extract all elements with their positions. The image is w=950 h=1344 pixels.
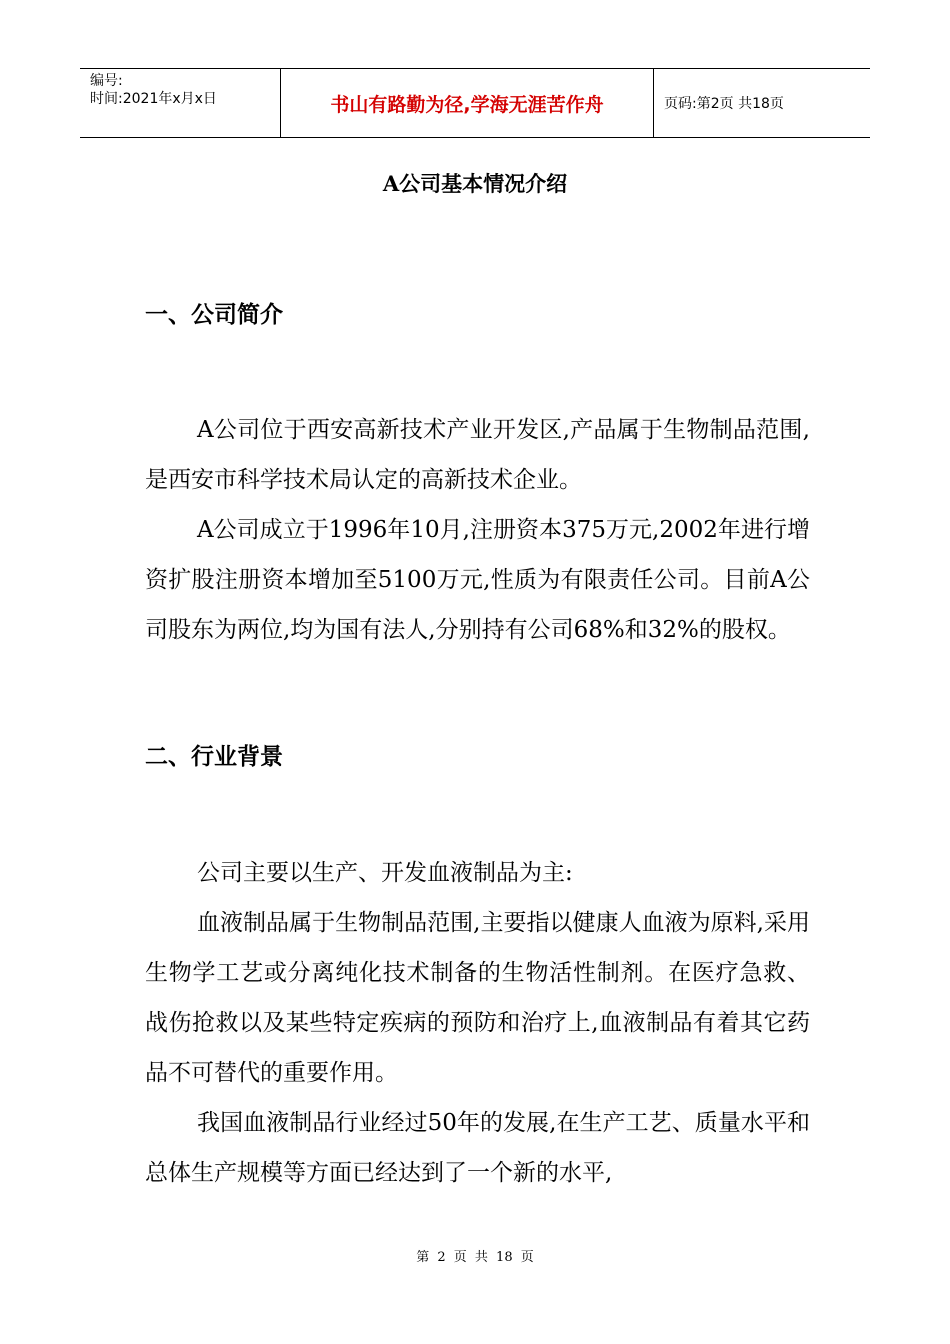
paragraph-main-business: 公司主要以生产、开发血液制品为主: xyxy=(197,860,573,886)
paragraph-industry-development: 我国血液制品行业经过50年的发展,在生产工艺、质量水平和总体生产规模等方面已经达到了一个新的水平, xyxy=(145,1110,810,1186)
page-header-table xyxy=(80,68,870,138)
header-motto: 书山有路勤为径,学海无涯苦作舟 xyxy=(281,69,654,137)
section-heading-industry-background: 二、行业背景 xyxy=(145,744,283,770)
section-heading-company-intro: 一、公司简介 xyxy=(145,302,283,328)
header-page-info: 页码:第2页 共18页 xyxy=(664,96,784,112)
document-time-label: 时间:2021年x月x日 xyxy=(90,91,217,107)
paragraph-company-founding: A公司成立于1996年10月,注册资本375万元,2002年进行增资扩股注册资本增加至5100万元,性质为有限责任公司。目前A公司股东为两位,均为国有法人,分别持有公司68%和32%的股权。 xyxy=(145,517,810,643)
header-meta-cell xyxy=(80,69,281,137)
page-footer: 第 2 页 共 18 页 xyxy=(416,1250,534,1265)
paragraph-blood-products-definition: 血液制品属于生物制品范围,主要指以健康人血液为原料,采用生物学工艺或分离纯化技术制备的生物活性制剂。在医疗急救、战伤抢救以及某些特定疾病的预防和治疗上,血液制品有着其它药品不可替代的重要作用。 xyxy=(145,910,810,1086)
document-number-label: 编号: xyxy=(90,73,123,89)
paragraph-company-location: A公司位于西安高新技术产业开发区,产品属于生物制品范围,是西安市科学技术局认定的高新技术企业。 xyxy=(145,417,810,493)
document-title: A公司基本情况介绍 xyxy=(382,171,568,196)
